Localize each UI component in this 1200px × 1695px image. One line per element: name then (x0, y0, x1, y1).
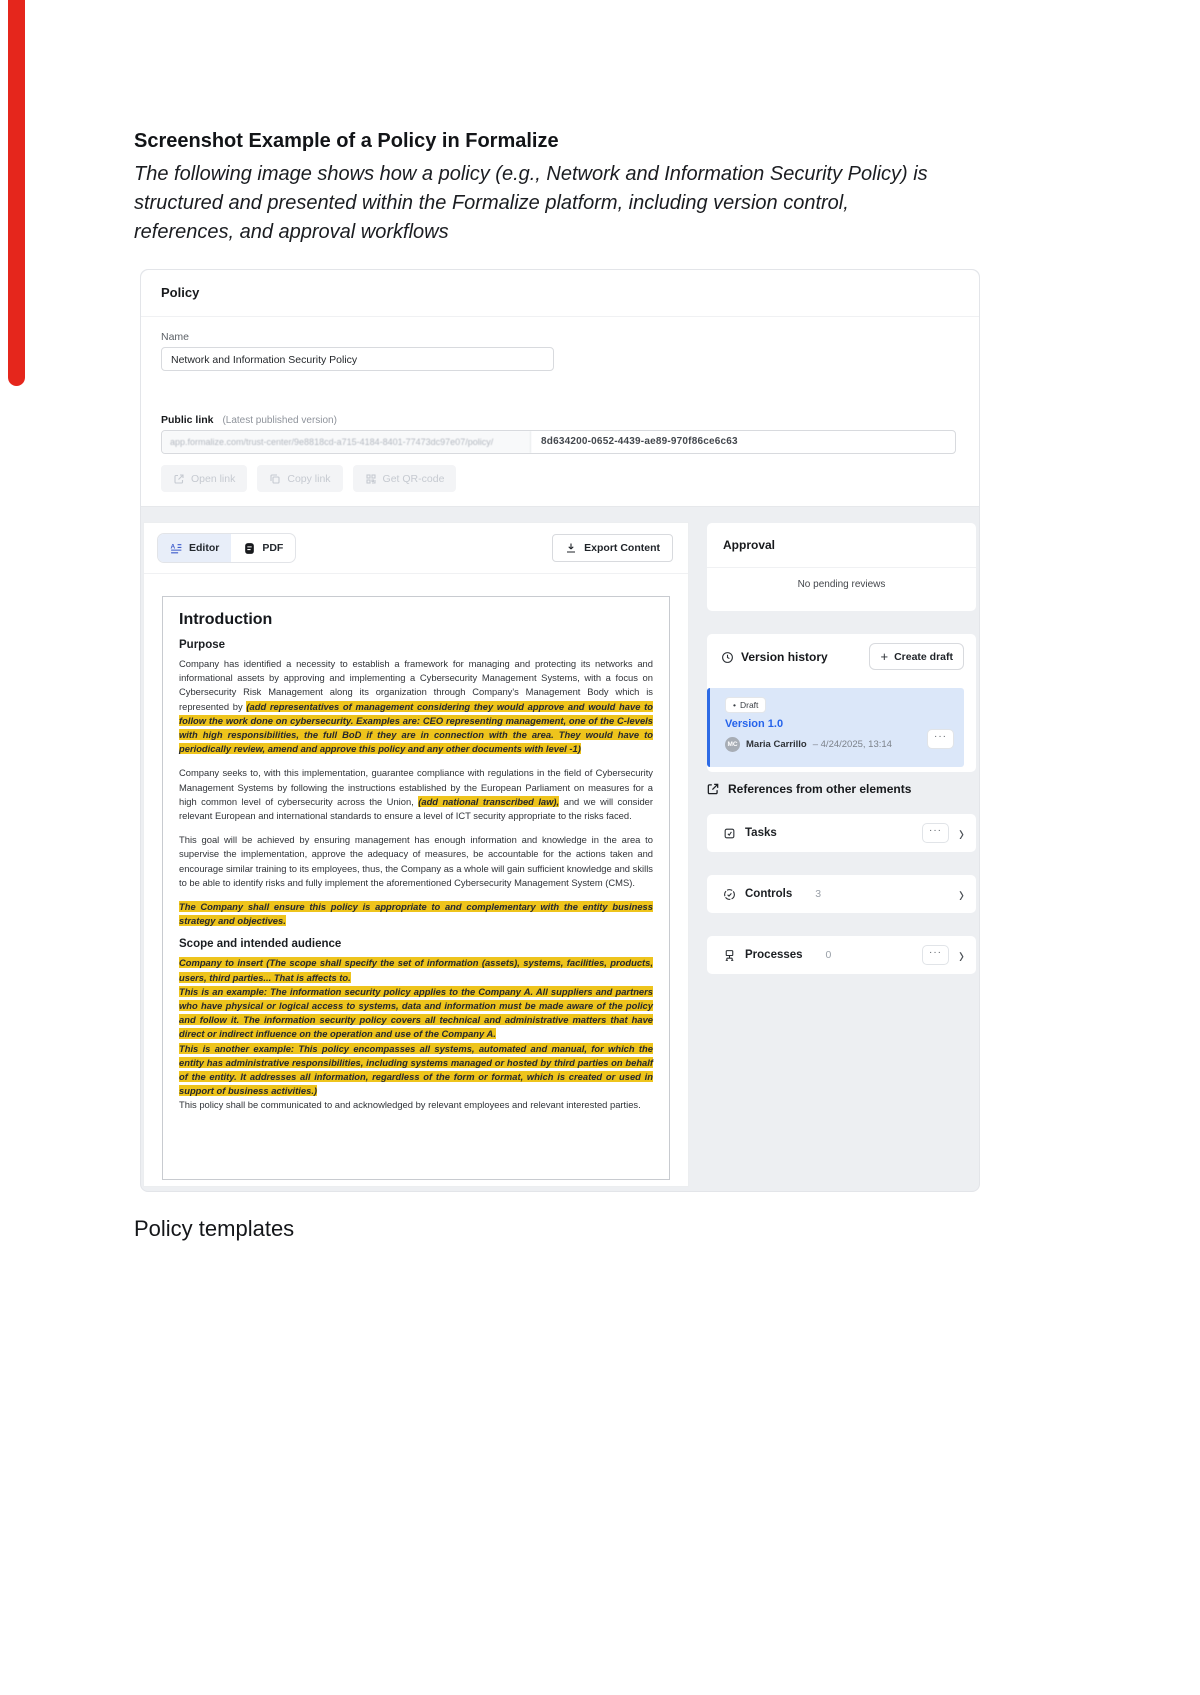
doc-scope-line: Company to insert (The scope shall specify the set of information (assets), systems, facilities, products, users, third parties... That is affects to. (179, 957, 653, 983)
tab-pdf[interactable] (231, 534, 295, 562)
copy-link-label: Copy link (287, 472, 331, 485)
create-draft-label: Create draft (894, 650, 953, 663)
policy-panel (141, 270, 979, 507)
tab-editor[interactable] (158, 534, 231, 562)
tab-editor-label: Editor (189, 542, 220, 554)
bottom-heading: Policy templates (134, 1216, 295, 1241)
approval-empty-state: No pending reviews (797, 579, 886, 590)
version-link[interactable]: Version 1.0 (725, 718, 784, 730)
link-buttons (161, 465, 456, 492)
processes-row[interactable] (706, 935, 977, 975)
version-meta (725, 737, 892, 752)
draft-dot-icon: • (733, 700, 736, 710)
processes-label: Processes (745, 949, 803, 961)
doc-paragraph: The Company shall ensure this policy is appropriate to and complementary with the entity business strategy and objectives. (179, 901, 653, 927)
version-history-title: Version history (741, 650, 828, 664)
pdf-file-icon (243, 542, 256, 555)
doc-paragraph: Company seeks to, with this implementation, guarantee compliance with regulations in the field of Cybersecurity Management Systems by following the instructions established by the European Parliament on measures for a high common level of cybersecurity across the Union, (add national transcribed law), and we will consider relevant European and international standards to ensure a level of ICT security appropriate to the risks faced. (179, 767, 653, 822)
version-author: Maria Carrillo (746, 739, 807, 750)
editor-panel (143, 522, 689, 1187)
editor-icon (170, 542, 183, 555)
approval-panel (706, 522, 977, 612)
tasks-icon (723, 827, 736, 840)
public-link-field[interactable] (161, 430, 956, 454)
controls-row[interactable] (706, 874, 977, 914)
copy-link-button[interactable] (257, 465, 342, 492)
public-link-url-prefix: app.formalize.com/trust-center/9e8818cd-a715-4184-8401-77473dc97e07/policy/ (162, 431, 531, 453)
plus-icon: + (880, 649, 889, 664)
create-draft-button[interactable] (869, 643, 964, 670)
tasks-menu-button[interactable]: ··· (922, 823, 949, 843)
controls-count: 3 (815, 888, 822, 900)
policy-document (162, 596, 670, 1180)
divider (144, 573, 688, 574)
reference-icon (706, 782, 720, 796)
public-link-id[interactable]: 8d634200-0652-4439-ae89-970f86ce6c63 (541, 436, 738, 447)
controls-icon (723, 888, 736, 901)
public-link-note: (Latest published version) (222, 415, 337, 426)
view-tabs (157, 533, 296, 563)
qr-code-icon (365, 473, 377, 485)
references-title: References from other elements (728, 782, 912, 796)
avatar: MC (725, 737, 740, 752)
doc-paragraph: Company has identified a necessity to establish a framework for managing and protecting its networks and informational assets by approving and implementing a Cybersecurity Management Systems, with a focus on Cybersecurity Risk Management along its organization through Company's Management Body which is represented by (add representatives of management considering they would approve and would have to follow the work done on cybersecurity. Examples are: CEO representing management, one of the C-levels with high responsibilities, the full BoD if they are in connection with the area. They would have to periodically review, amend and approve this policy and any other documents with level -1) (179, 658, 653, 755)
references-header (706, 782, 911, 796)
divider (707, 567, 976, 568)
get-qr-code-label: Get QR-code (382, 472, 445, 485)
chevron-right-icon[interactable]: › (959, 942, 964, 968)
draft-badge (725, 697, 766, 713)
policy-name-input[interactable]: Network and Information Security Policy (161, 347, 554, 371)
version-date: – 4/24/2025, 13:14 (812, 739, 892, 750)
red-marker-bar (8, 0, 25, 386)
chevron-right-icon[interactable]: › (959, 881, 964, 907)
name-label: Name (161, 331, 190, 343)
doc-scope-line: This is another example: This policy encompasses all systems, automated and manual, for which the entity has administrative responsibilities, including systems managed or hosted by third parties on behalf of the entity. It addresses all information, regardless of the form or format, which is created or used in support of business activities.) (179, 1042, 653, 1097)
doc-scope-line: This is an example: The information security policy applies to the Company A. All suppliers and partners who have physical or logical access to systems, data and information must be made aware of the policy and follow it. The information security policy covers all technical and administrative matters that have direct or indirect influence on the operation and use of the Company A. (179, 985, 653, 1040)
public-link-row (161, 414, 337, 426)
doc-title: Introduction (179, 611, 273, 628)
public-link-label: Public link (161, 414, 214, 426)
external-link-icon (173, 473, 185, 485)
open-link-label: Open link (191, 472, 236, 485)
page-subtitle: The following image shows how a policy (e.g., Network and Information Security Policy) is structured and presented within the Formalize platform, including version control, references, and approval workflows (134, 163, 928, 243)
open-link-button[interactable] (161, 465, 247, 492)
download-icon (565, 542, 577, 554)
version-menu-button[interactable]: ··· (927, 729, 954, 749)
processes-menu-button[interactable]: ··· (922, 945, 949, 965)
formalize-screenshot (140, 269, 980, 1192)
approval-title: Approval (723, 538, 776, 552)
version-history-panel (706, 633, 977, 773)
page-title: Screenshot Example of a Policy in Formalize (134, 130, 559, 152)
divider (141, 316, 979, 317)
clock-icon (721, 651, 734, 664)
tasks-label: Tasks (745, 827, 777, 839)
version-history-header (721, 650, 828, 664)
doc-scope-heading: Scope and intended audience (179, 938, 342, 951)
controls-label: Controls (745, 888, 793, 900)
export-content-label: Export Content (584, 542, 660, 554)
doc-scope-line: This policy shall be communicated to and acknowledged by relevant employees and relevant interested parties. (179, 1099, 641, 1111)
tasks-row[interactable] (706, 813, 977, 853)
processes-count: 0 (825, 949, 832, 961)
svg-text:A: A (170, 543, 176, 550)
tab-pdf-label: PDF (262, 542, 284, 554)
chevron-right-icon[interactable]: › (959, 820, 964, 846)
copy-icon (269, 473, 281, 485)
draft-badge-label: Draft (739, 700, 759, 710)
get-qr-code-button[interactable] (353, 465, 457, 492)
export-content-button[interactable] (552, 534, 673, 562)
doc-paragraph: This goal will be achieved by ensuring management has enough information and knowledge in the area to supervise the implementation, approve the adequacy of measures, be accountable for the actions taken and encourage similar training to its employees, thus, the Company as a whole will gain sufficient knowledge and skills to be able to identify risks and fully implement the aforementioned Cybersecurity Management System (CMS). (179, 834, 653, 888)
processes-icon (723, 949, 736, 962)
doc-purpose-heading: Purpose (179, 639, 226, 651)
version-card[interactable] (707, 688, 964, 767)
policy-panel-title: Policy (161, 285, 200, 300)
